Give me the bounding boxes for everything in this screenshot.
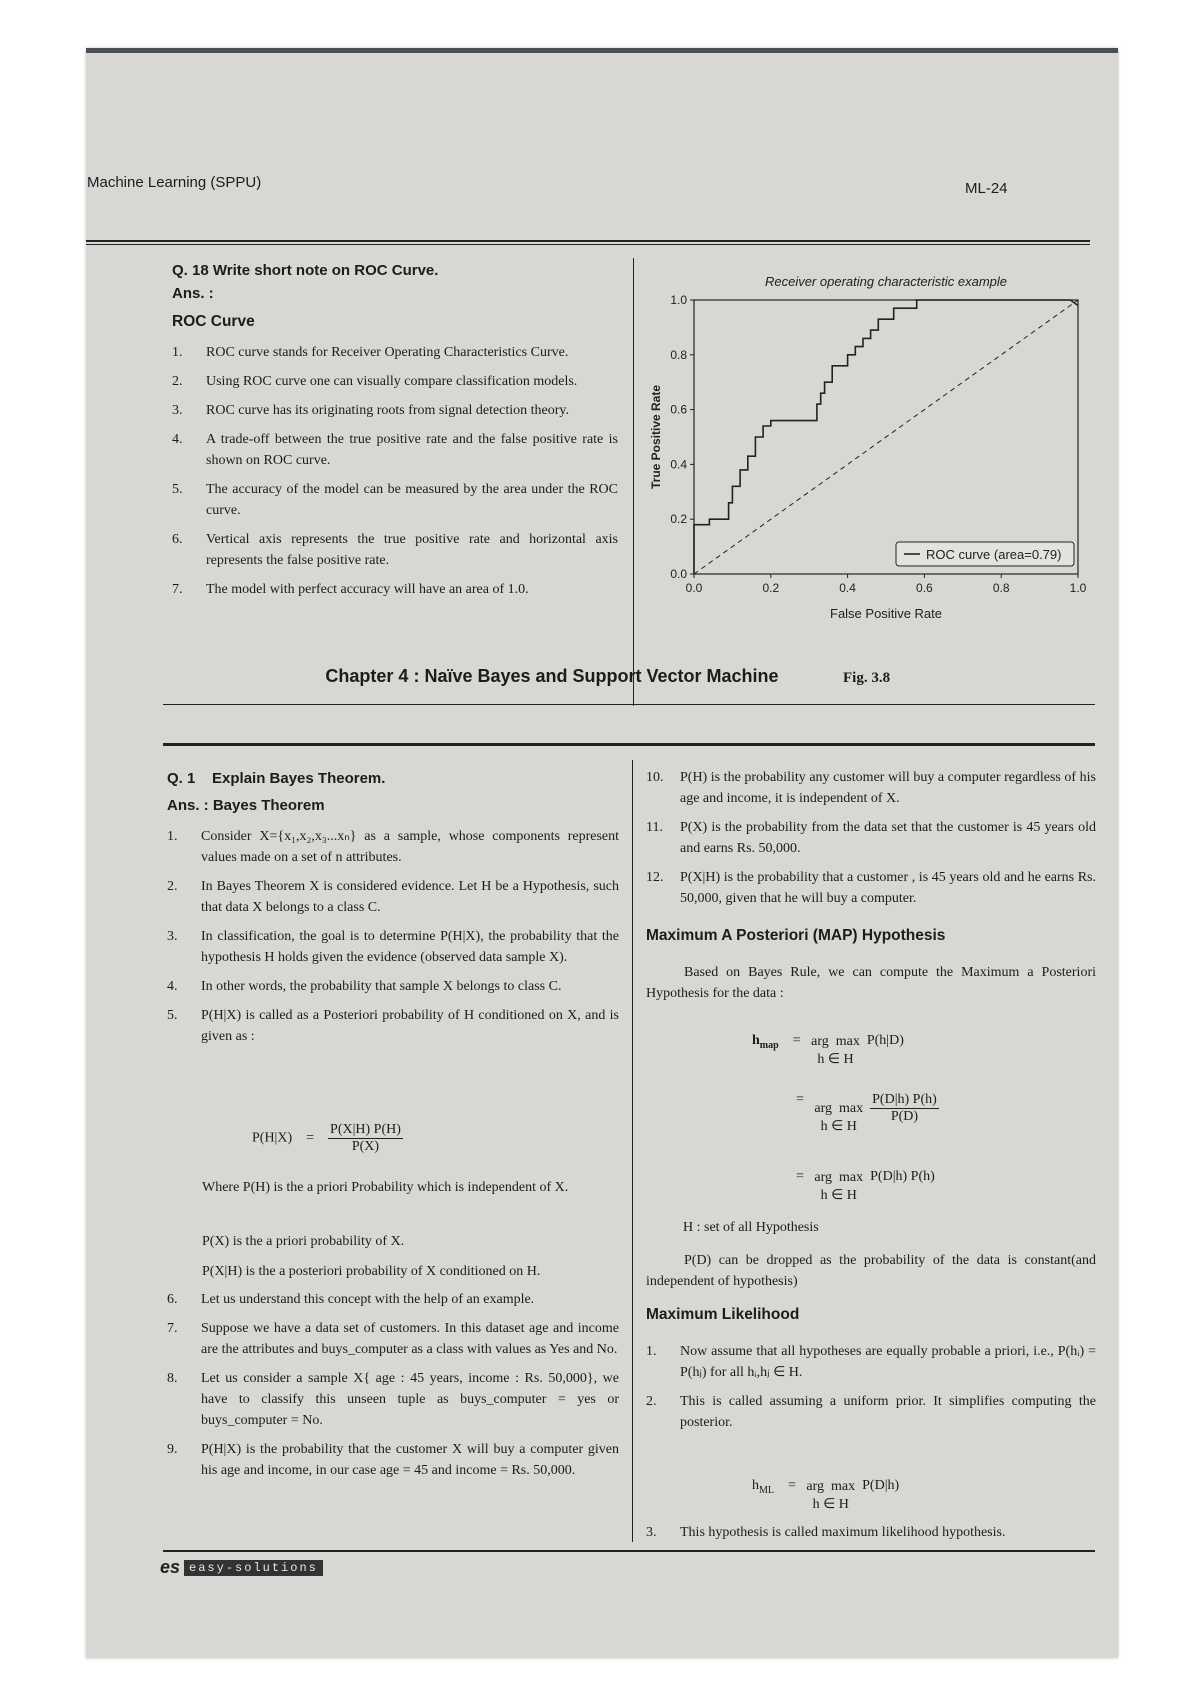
header-rule xyxy=(86,240,1090,242)
q18-item-1 xyxy=(172,342,618,363)
q18-item-4 xyxy=(172,429,618,471)
q18-item-text: Vertical axis represents the true positive rate and horizontal axis represents the false positive rate. xyxy=(206,532,618,568)
ml-item-2 xyxy=(646,1391,1096,1433)
q1b-item-number: 6. xyxy=(167,1292,178,1307)
where-text-2: P(X) is the a priori probability of X. xyxy=(202,1234,405,1249)
q1a-item-number: 1. xyxy=(167,829,178,844)
q1c-item-number: 11. xyxy=(646,820,663,835)
map-eq-sign-2: = xyxy=(796,1092,804,1107)
x-tick-label: 0.4 xyxy=(839,581,856,595)
x-tick-label: 0.0 xyxy=(685,581,703,595)
q18-item-text: The model with perfect accuracy will have an area of 1.0. xyxy=(206,582,529,597)
column-divider-bottom xyxy=(632,760,633,1542)
ml-argmax-word: arg max xyxy=(806,1479,856,1494)
map-argmax-1 xyxy=(811,1033,860,1069)
where-text-1: Where P(H) is the a priori Probability which is independent of X. xyxy=(202,1180,569,1195)
q1a-item-number: 4. xyxy=(167,979,178,994)
q18-list xyxy=(172,342,618,608)
page-number: ML-24 xyxy=(965,180,1008,197)
map-eq-line-2 xyxy=(796,1092,939,1136)
q18-item-3 xyxy=(172,400,618,421)
q18-item-text: Using ROC curve one can visually compare classification models. xyxy=(206,374,578,389)
y-tick-label: 0.6 xyxy=(670,402,687,417)
map-hypothesis-set: H : set of all Hypothesis xyxy=(683,1220,819,1235)
q1b-item-text: P(H|X) is the probability that the customer X will buy a computer given his age and income, in our case age = 45 and income = Rs. 50,000. xyxy=(201,1442,619,1478)
where-text-3: P(X|H) is the a posteriori probability of X conditioned on H. xyxy=(202,1264,541,1279)
ml-lhs-sub: ML xyxy=(759,1484,774,1496)
map-eq-line-3 xyxy=(796,1169,935,1205)
q1b-item-number: 9. xyxy=(167,1442,178,1457)
chapter-title: Chapter 4 : Naïve Bayes and Support Vector Machine xyxy=(325,666,779,686)
q1b-item-4 xyxy=(167,1439,619,1481)
map-eq-sign-1: = xyxy=(792,1033,801,1048)
q1a-item-number: 5. xyxy=(167,1008,178,1023)
q18-item-6 xyxy=(172,529,618,571)
x-tick-label: 1.0 xyxy=(1069,581,1087,595)
q1c-item-text: P(H) is the probability any customer will buy a computer regardless of his age and income, it is independent of X. xyxy=(680,770,1096,806)
ml-item-1 xyxy=(646,1341,1096,1383)
figure-caption: Fig. 3.8 xyxy=(843,670,891,686)
q1-list-b xyxy=(167,1289,619,1489)
q1b-item-3 xyxy=(167,1368,619,1431)
q18-question: Q. 18 Write short note on ROC Curve. xyxy=(172,262,439,279)
q1c-item-2 xyxy=(646,817,1096,859)
q1c-item-3 xyxy=(646,867,1096,909)
ml-argmax-under: h ∈ H xyxy=(812,1497,849,1512)
ml-equation xyxy=(752,1478,899,1514)
y-axis-label: True Positive Rate xyxy=(649,384,663,490)
logo-brand: easy-solutions xyxy=(184,1560,323,1576)
map-argmax-3 xyxy=(814,1169,863,1205)
q1c-item-number: 10. xyxy=(646,770,664,785)
q18-item-number: 5. xyxy=(172,482,183,497)
map-argmax-1-word: arg max xyxy=(811,1034,860,1049)
q1b-item-1 xyxy=(167,1289,619,1310)
bayes-formula xyxy=(252,1122,403,1155)
q1c-item-number: 12. xyxy=(646,870,664,885)
q1c-item-1 xyxy=(646,767,1096,809)
q1a-item-3 xyxy=(167,926,619,968)
ml-item-number: 2. xyxy=(646,1394,657,1409)
q1a-item-text: Consider X={x₁,x₂,x₃...xₙ} as a sample, whose components represent values made on a set of n attributes. xyxy=(201,829,619,865)
q18-item-text: A trade-off between the true positive rate and the false positive rate is shown on ROC curve. xyxy=(206,432,618,468)
bayes-formula-denominator: P(X) xyxy=(351,1139,380,1154)
q1a-item-5 xyxy=(167,1005,619,1047)
q1a-item-text: P(H|X) is called as a Posteriori probability of H conditioned on X, and is given as : xyxy=(201,1008,619,1044)
q1c-item-text: P(X) is the probability from the data set that the customer is 45 years old and earns Rs. 50,000. xyxy=(680,820,1096,856)
q1-ans: Ans. : Bayes Theorem xyxy=(167,797,325,814)
map-argmax-2 xyxy=(814,1100,863,1136)
map-intro: Based on Bayes Rule, we can compute the Maximum a Posteriori Hypothesis for the data : xyxy=(646,965,1096,1001)
map-fraction xyxy=(870,1092,939,1125)
q1a-item-2 xyxy=(167,876,619,918)
q1c-item-text: P(X|H) is the probability that a customer , is 45 years old and he earns Rs. 50,000, given that he will buy a computer. xyxy=(680,870,1096,906)
map-eq-sign-3: = xyxy=(796,1169,804,1184)
q18-item-number: 7. xyxy=(172,582,183,597)
q1b-item-number: 7. xyxy=(167,1321,178,1336)
x-tick-label: 0.8 xyxy=(992,581,1010,595)
chapter-rule-top xyxy=(163,704,1095,705)
ml-item-3-text: This hypothesis is called maximum likelihood hypothesis. xyxy=(680,1525,1006,1540)
y-tick-label: 0.2 xyxy=(670,512,687,527)
q1a-item-text: In classification, the goal is to determine P(H|X), the probability that the hypothesis H holds given the evidence (observed data sample X). xyxy=(201,929,619,965)
map-eq-line-1 xyxy=(752,1033,904,1069)
chance-diagonal-line xyxy=(694,300,1078,574)
q18-ans: Ans. : xyxy=(172,285,214,302)
map-argmax-3-word: arg max xyxy=(814,1170,864,1185)
map-heading: Maximum A Posteriori (MAP) Hypothesis xyxy=(646,927,946,944)
q18-item-number: 4. xyxy=(172,432,183,447)
q1a-item-text: In other words, the probability that sample X belongs to class C. xyxy=(201,979,562,994)
x-tick-label: 0.6 xyxy=(916,581,933,595)
ml-lhs: h xyxy=(752,1478,759,1493)
q1a-item-4 xyxy=(167,976,619,997)
ml-item-text: Now assume that all hypotheses are equally probable a priori, i.e., P(hᵢ) = P(hⱼ) for all hᵢ,hⱼ ∈ H. xyxy=(680,1344,1096,1380)
q1a-item-number: 3. xyxy=(167,929,178,944)
q18-item-number: 6. xyxy=(172,532,183,547)
q1-question: Q. 1 Explain Bayes Theorem. xyxy=(167,770,386,787)
q1-list-a xyxy=(167,826,619,1055)
footer-rule xyxy=(163,1550,1095,1552)
header-rule-thin xyxy=(86,244,1090,245)
top-band xyxy=(86,48,1118,53)
y-tick-label: 0.4 xyxy=(670,457,687,472)
q18-item-text: ROC curve stands for Receiver Operating Characteristics Curve. xyxy=(206,345,569,360)
legend-label: ROC curve (area=0.79) xyxy=(926,547,1062,562)
q1-list-c xyxy=(646,767,1096,917)
map-argmax-1-under: h ∈ H xyxy=(817,1052,854,1067)
ml-eq-sign: = xyxy=(788,1478,796,1493)
map-argmax-2-word: arg max xyxy=(814,1101,864,1116)
map-argmax-3-under: h ∈ H xyxy=(820,1188,857,1203)
map-fraction-numerator: P(D|h) P(h) xyxy=(872,1092,937,1107)
q18-item-number: 2. xyxy=(172,374,183,389)
map-argmax-2-under: h ∈ H xyxy=(820,1119,857,1134)
ml-list xyxy=(646,1341,1096,1441)
chart-title: Receiver operating characteristic example xyxy=(764,274,1008,289)
q18-item-number: 3. xyxy=(172,403,183,418)
map-lhs-sub: map xyxy=(759,1039,779,1051)
q18-item-7 xyxy=(172,579,618,600)
ml-item-number: 1. xyxy=(646,1344,657,1359)
map-rhs-1: P(h|D) xyxy=(866,1033,904,1048)
map-drop-note: P(D) can be dropped as the probability of the data is constant(and independent of hypothesis) xyxy=(646,1253,1096,1289)
column-divider-top xyxy=(633,258,634,706)
publisher-logo xyxy=(160,1557,323,1578)
q1a-item-text: In Bayes Theorem X is considered evidence. Let H be a Hypothesis, such that data X belongs to a class C. xyxy=(201,879,619,915)
q18-item-2 xyxy=(172,371,618,392)
bayes-formula-numerator: P(X|H) P(H) xyxy=(330,1122,401,1137)
running-header-title: Machine Learning (SPPU) xyxy=(87,174,262,191)
x-axis-label: False Positive Rate xyxy=(830,606,942,621)
map-fraction-denominator: P(D) xyxy=(890,1109,919,1124)
y-tick-label: 0.8 xyxy=(670,347,687,362)
q18-item-text: ROC curve has its originating roots from signal detection theory. xyxy=(206,403,570,418)
q1a-item-number: 2. xyxy=(167,879,178,894)
ml-rhs: P(D|h) xyxy=(862,1478,900,1493)
ml-heading: Maximum Likelihood xyxy=(646,1306,800,1323)
ml-item-text: This is called assuming a uniform prior. It simplifies computing the posterior. xyxy=(680,1394,1096,1430)
y-tick-label: 1.0 xyxy=(670,293,687,307)
q1b-item-text: Let us consider a sample X{ age : 45 years, income : Rs. 50,000}, we have to classify this unseen tuple as buys_computer = yes or buys_computer = No. xyxy=(201,1371,619,1428)
x-tick-label: 0.2 xyxy=(762,581,780,595)
bayes-formula-lhs: P(H|X) xyxy=(252,1130,293,1146)
q18-item-text: The accuracy of the model can be measured by the area under the ROC curve. xyxy=(206,482,618,518)
logo-mark: es xyxy=(160,1557,181,1577)
y-tick-label: 0.0 xyxy=(670,567,687,581)
chapter-rule-bottom xyxy=(163,743,1095,746)
bayes-formula-fraction xyxy=(328,1122,403,1155)
q18-item-5 xyxy=(172,479,618,521)
roc-chart xyxy=(640,262,1090,664)
ml-argmax xyxy=(806,1478,855,1514)
map-rhs-3: P(D|h) P(h) xyxy=(870,1169,935,1184)
q1a-item-1 xyxy=(167,826,619,868)
q1b-item-text: Let us understand this concept with the help of an example. xyxy=(201,1292,535,1307)
q18-item-number: 1. xyxy=(172,345,183,360)
q18-heading: ROC Curve xyxy=(172,313,255,330)
q1b-item-number: 8. xyxy=(167,1371,178,1386)
q1b-item-text: Suppose we have a data set of customers. In this dataset age and income are the attributes and buys_computer as a class with values as Yes and No. xyxy=(201,1321,619,1357)
q1b-item-2 xyxy=(167,1318,619,1360)
map-lhs: h xyxy=(752,1033,760,1048)
ml-item-3-num: 3. xyxy=(646,1525,657,1540)
bayes-formula-eq: = xyxy=(306,1130,315,1146)
